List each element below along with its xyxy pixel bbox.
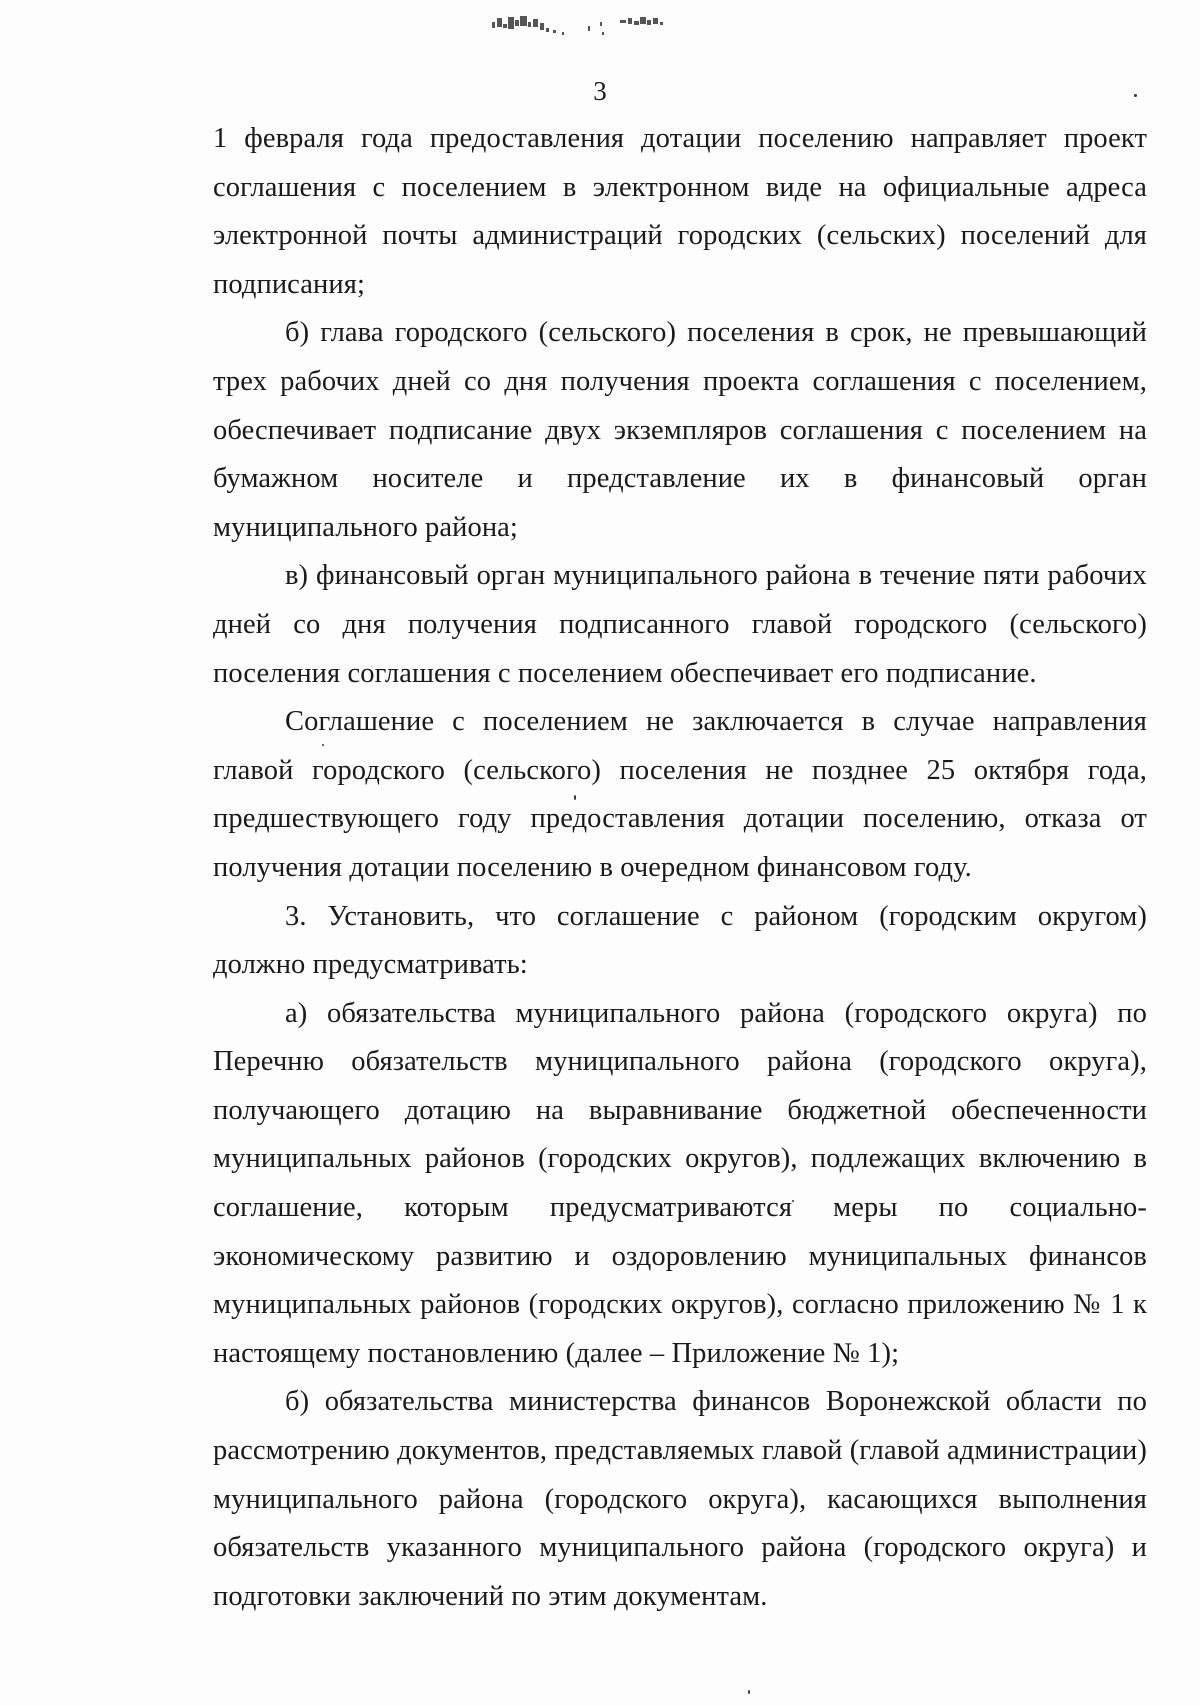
paragraph-item-b: б) глава городского (сельского) поселения в срок, не превышающий трех рабочих дней со дня получения проекта соглашения с поселением, обеспечивает подписание двух экземпляров соглашения с поселением на бумажном носителе и представление их в финансовый орган муниципального района; — [213, 317, 1147, 543]
scan-speck — [1134, 94, 1137, 97]
document-body — [213, 115, 1147, 1621]
scan-speck — [748, 1690, 750, 1694]
paragraph-item-a: а) обязательства муниципального района (городского округа) по Перечню обязательств муниципального района (городского округа), получающего дотацию на выравнивание бюджетной обеспеченности муниципальных районов (городских округов), подлежащих включению в соглашение, которым предусматриваются меры по социально-экономическому развитию и оздоровлению муниципальных финансов муниципальных районов (городских округов), согласно приложению № 1 к настоящему постановлению (далее – Приложение № 1); — [213, 997, 1147, 1369]
page-number: 3 — [593, 76, 607, 106]
paragraph-item-b-obligations: б) обязательства министерства финансов Воронежской области по рассмотрению документов, представляемых главой (главой администрации) муниципального района (городского округа), касающихся выполнения обязательств указанного муниципального района (городского округа) и подготовки заключений по этим документам. — [213, 1386, 1147, 1612]
paragraph-section-3: 3. Установить, что соглашение с районом (городским округом) должно предусматривать: — [213, 900, 1147, 981]
paragraph-continuation: 1 февраля года предоставления дотации поселению направляет проект соглашения с поселением в электронном виде на официальные адреса электронной почты администраций городских (сельских) поселений для подписания; — [213, 123, 1147, 300]
paragraph-item-v: в) финансовый орган муниципального района в течение пяти рабочих дней со дня получения подписанного главой городского (сельского) поселения соглашения с поселением обеспечивает его подписание. — [213, 560, 1147, 689]
scan-artifact — [490, 8, 730, 48]
paragraph-agreement-note: Соглашение с поселением не заключается в случае направления главой городского (сельского) поселения не позднее 25 октября года, предшествующего году предоставления дотации поселению, отказа от получения дотации поселению в очередном финансовом году. — [213, 706, 1147, 883]
